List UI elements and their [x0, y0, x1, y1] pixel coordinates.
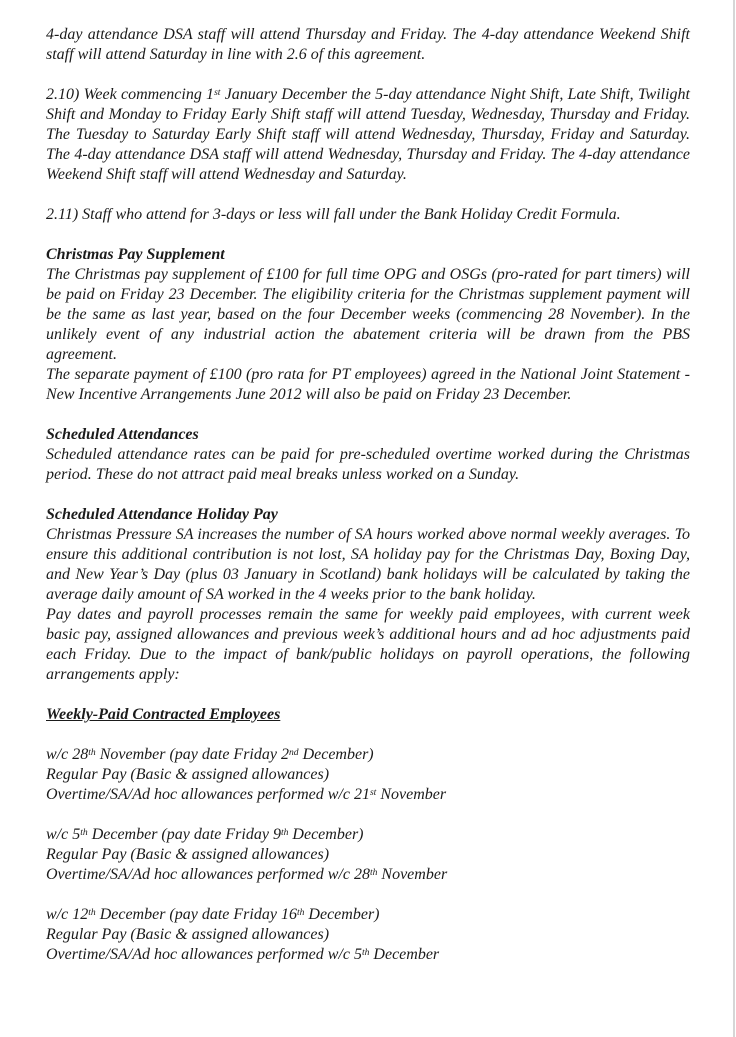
pay-week-block: [46, 745, 690, 805]
paragraph-intro: 4-day attendance DSA staff will attend Thursday and Friday. The 4-day attendance Weekend Shift staff will attend Saturday in line with 2.6 of this agreement.: [46, 26, 690, 63]
regular-pay-line: Regular Pay (Basic & assigned allowances): [46, 926, 330, 943]
overtime-line: Overtime/SA/Ad hoc allowances performed w/c 21st November: [46, 786, 447, 803]
pay-week-block: [46, 825, 690, 885]
paragraph-sa-holiday-1: Christmas Pressure SA increases the number of SA hours worked above normal weekly averages. To ensure this additional contribution is not lost, SA holiday pay for the Christmas Day, Boxing Day, and New Year’s Day (plus 03 January in Scotland) bank holidays will be calculated by taking the average daily amount of SA worked in the 4 weeks prior to the bank holiday.: [46, 526, 690, 603]
overtime-line: Overtime/SA/Ad hoc allowances performed w/c 28th November: [46, 866, 448, 883]
section-heading-scheduled-attendances: Scheduled Attendances: [46, 426, 199, 443]
paragraph-2-11: 2.11) Staff who attend for 3-days or less will fall under the Bank Holiday Credit Formula.: [46, 206, 621, 223]
section-heading-christmas-pay-supplement: Christmas Pay Supplement: [46, 246, 225, 263]
week-commencing-line: w/c 28th November (pay date Friday 2nd December): [46, 746, 374, 763]
paragraph-scheduled-attendances: Scheduled attendance rates can be paid for pre-scheduled overtime worked during the Christmas period. These do not attract paid meal breaks unless worked on a Sunday.: [46, 446, 690, 483]
regular-pay-line: Regular Pay (Basic & assigned allowances): [46, 766, 330, 783]
page-edge-line: [733, 0, 735, 1037]
section-heading-weekly-paid-contracted-employees: Weekly-Paid Contracted Employees: [46, 706, 281, 723]
paragraph-2-10: 2.10) Week commencing 1st January December the 5-day attendance Night Shift, Late Shift, Twilight Shift and Monday to Friday Early Shift staff will attend Tuesday, Wednesday, Thursday and Friday. The Tuesday to Saturday Early Shift staff will attend Wednesday, Thursday, Friday and Saturday. The 4-day attendance DSA staff will attend Wednesday, Thursday and Friday. The 4-day attendance Weekend Shift staff will attend Wednesday and Saturday.: [46, 86, 690, 183]
section-heading-sa-holiday-pay: Scheduled Attendance Holiday Pay: [46, 506, 278, 523]
paragraph-sa-holiday-2: Pay dates and payroll processes remain the same for weekly paid employees, with current week basic pay, assigned allowances and previous week’s additional hours and ad hoc adjustments paid each Friday. Due to the impact of bank/public holidays on payroll operations, the following arrangements apply:: [46, 606, 690, 683]
week-commencing-line: w/c 12th December (pay date Friday 16th December): [46, 906, 380, 923]
week-commencing-line: w/c 5th December (pay date Friday 9th December): [46, 826, 364, 843]
paragraph-christmas-supplement-1: The Christmas pay supplement of £100 for full time OPG and OSGs (pro-rated for part timers) will be paid on Friday 23 December. The eligibility criteria for the Christmas supplement payment will be the same as last year, based on the four December weeks (commencing 28 November). In the unlikely event of any industrial action the abatement criteria will be drawn from the PBS agreement.: [46, 266, 690, 363]
paragraph-christmas-supplement-2: The separate payment of £100 (pro rata for PT employees) agreed in the National Joint Statement - New Incentive Arrangements June 2012 will also be paid on Friday 23 December.: [46, 366, 690, 403]
regular-pay-line: Regular Pay (Basic & assigned allowances): [46, 846, 330, 863]
overtime-line: Overtime/SA/Ad hoc allowances performed w/c 5th December: [46, 946, 440, 963]
pay-week-block: [46, 905, 690, 965]
